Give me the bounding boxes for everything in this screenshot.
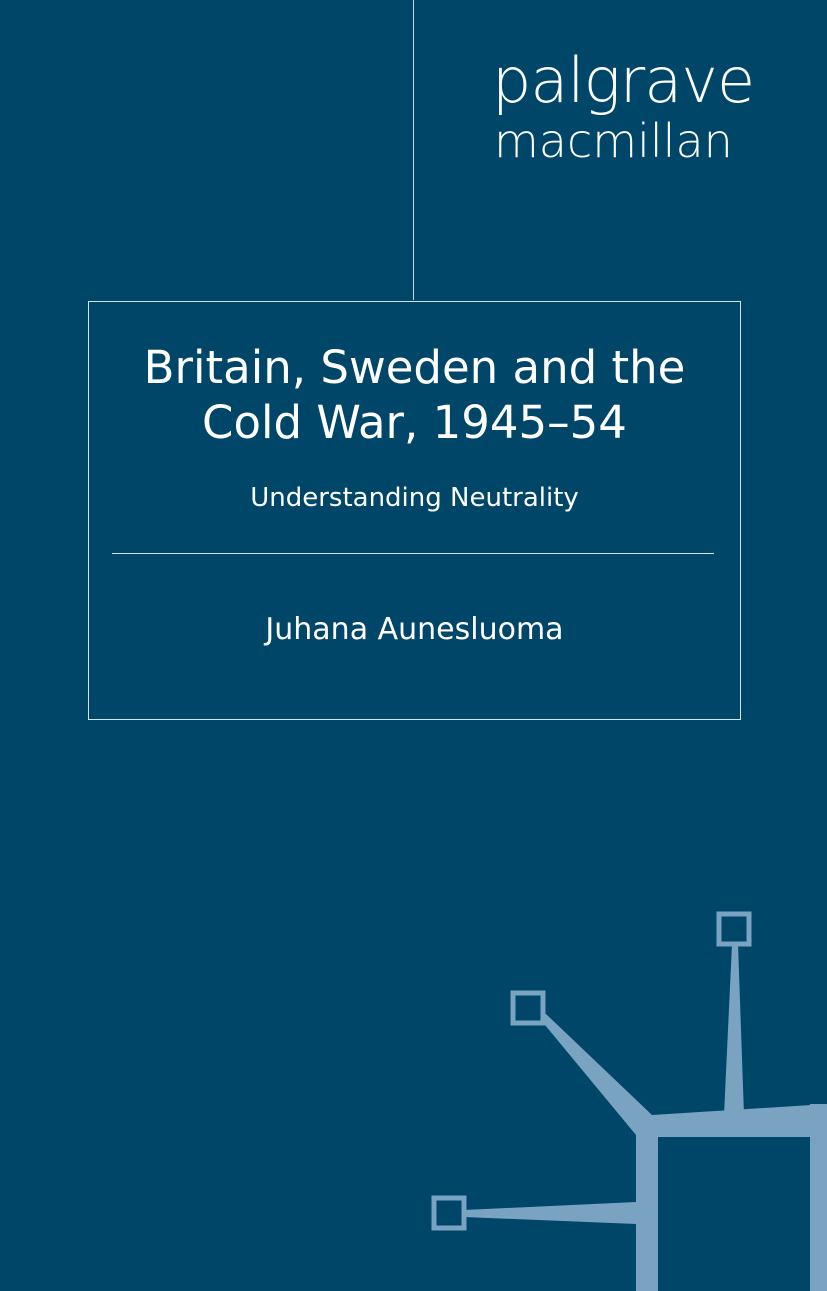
vertical-rule <box>413 0 414 300</box>
title-divider <box>112 553 714 554</box>
node-square-top <box>719 914 749 944</box>
publisher-logo <box>492 44 755 168</box>
book-title-line1: Britain, Sweden and the <box>143 341 686 394</box>
book-author: Juhana Aunesluoma <box>265 612 564 647</box>
connector-vertical-taper <box>724 944 744 1115</box>
node-square-left <box>434 1198 464 1228</box>
book-title-line2: Cold War, 1945–54 <box>202 396 627 449</box>
connector-diagonal <box>540 1014 652 1135</box>
node-square-middle <box>513 993 543 1023</box>
publisher-name-line1: palgrave <box>492 44 755 117</box>
title-frame <box>88 301 741 720</box>
connector-pillar <box>636 1115 658 1291</box>
connector-edge-right <box>810 1104 827 1291</box>
publisher-name-line2: macmillan <box>494 114 733 168</box>
book-subtitle: Understanding Neutrality <box>250 483 579 513</box>
connector-horizontal-taper <box>464 1202 636 1224</box>
book-title <box>89 340 740 450</box>
connector-bar-top <box>652 1104 827 1137</box>
